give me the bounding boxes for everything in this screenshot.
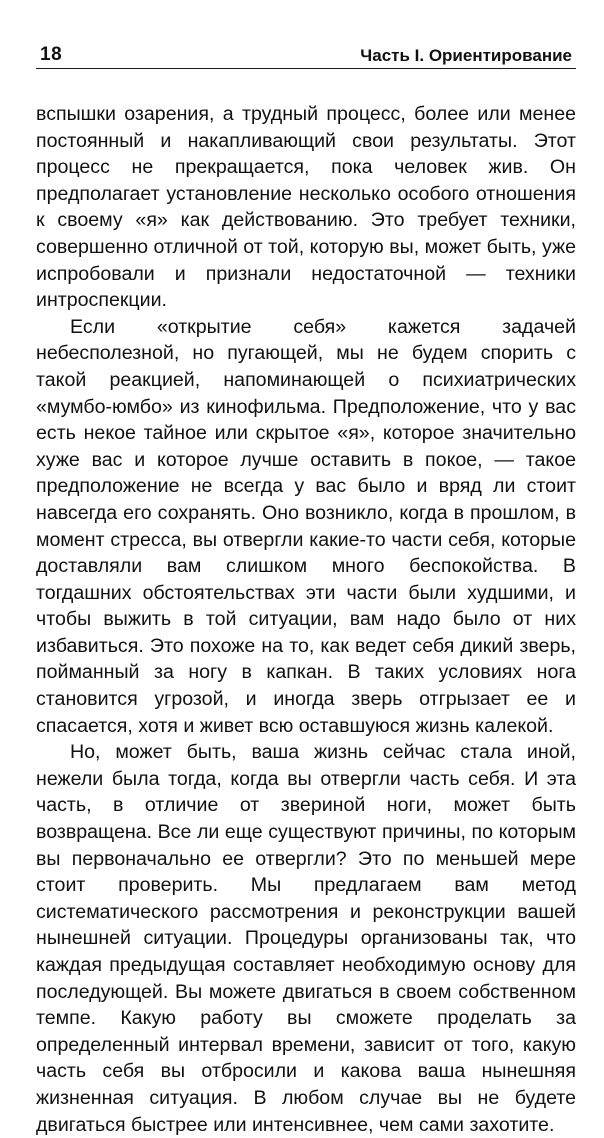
paragraph-self-discovery: Если «открытие себя» кажется задачей небесполезной, но пугающей, мы не будем спорить с такой реакцией, напоминающей о психиатрических «мумбо-юмбо» из кинофильма. Предположение, что у вас есть некое тайное или скрытое «я», которое значительно хуже вас и которое лучше оставить в покое, — такое предположение не всегда у вас было и вряд ли стоит навсегда его сохранять. Оно возникло, когда в прошлом, в момент стресса, вы отвергли какие-то части себя, которые доставляли вам слишком много беспокойства. В тогдашних обстоятельствах эти части были худшими, и чтобы выжить в той ситуации, вам надо было от них избавиться. Это похоже на то, как ведет себя дикий зверь, пойманный за ногу в капкан. В таких условиях нога становится угрозой, и иногда зверь отгрызает ее и спасается, хотя и живет всю оставшуюся жизнь калекой. [36, 315, 576, 737]
paragraph-method: Но, может быть, ваша жизнь сейчас стала иной, нежели была тогда, когда вы отвергли часть себя. И эта часть, в отличие от звериной ноги, может быть возвращена. Все ли еще существуют причины, по которым вы первоначально ее отвергли? Это по меньшей мере стоит проверить. Мы предлагаем вам метод систематического рассмотрения и реконструкции вашей нынешней ситуации. Процедуры организованы так, что каждая предыдущая составляет необходимую основу для последующей. Вы можете двигаться в своем собственном темпе. Какую работу вы сможете проделать за определенный интервал времени, зависит от того, какую часть себя вы отбросили и какова ваша нынешняя жизненная ситуация. В любом случае вы не будете двигаться быстрее или интенсивнее, чем сами захотите. [36, 741, 576, 1136]
body-text [36, 101, 576, 1138]
paragraph-continued: вспышки озарения, а трудный процесс, более или менее постоянный и накапливающий свои результаты. Этот процесс не прекращается, пока человек жив. Он предполагает установление несколько особого отношения к своему «я» как действованию. Это требует техники, совершенно отличной от той, которую вы, может быть, уже испробовали и признали недостаточной — техники интроспекции. [36, 103, 576, 312]
running-title: Часть I. Ориентирование [360, 46, 572, 65]
page-header [36, 40, 576, 69]
page-number: 18 [40, 44, 63, 65]
book-page [36, 0, 576, 1136]
